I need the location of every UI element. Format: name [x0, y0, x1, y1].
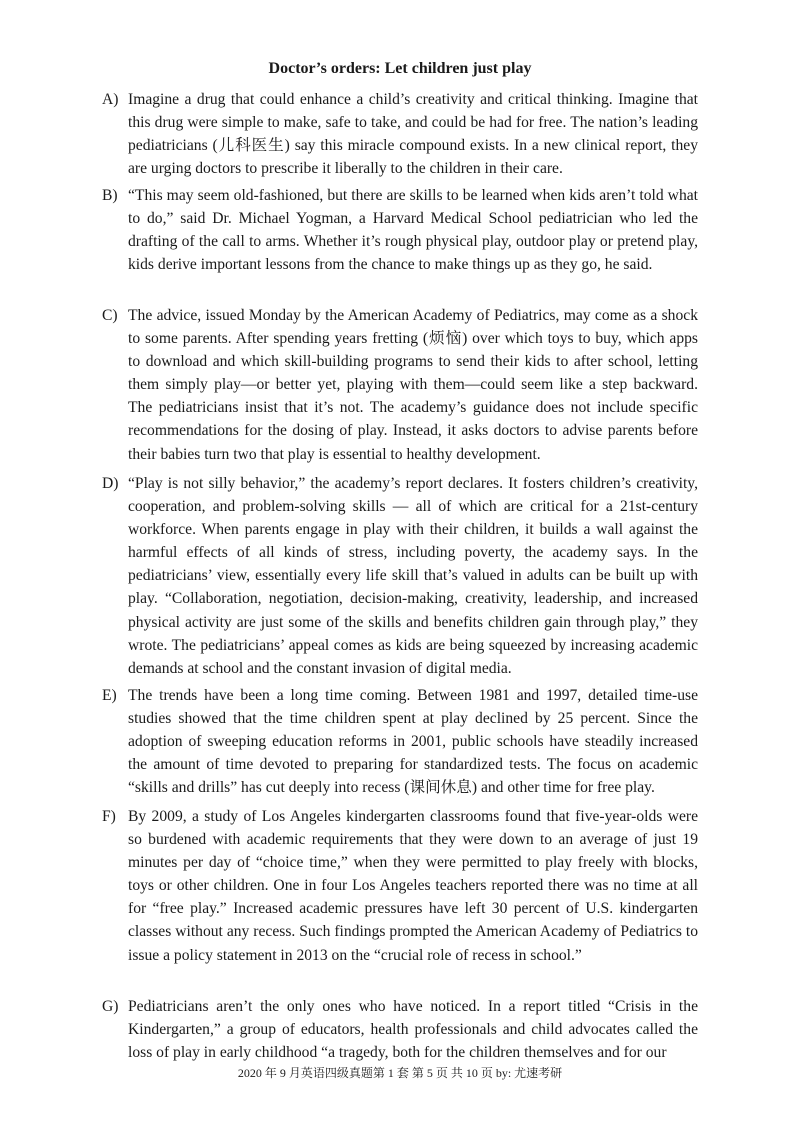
page-footer: 2020 年 9 月英语四级真题第 1 套 第 5 页 共 10 页 by: 尤速考研 — [237, 1066, 563, 1080]
paragraph-label: C) — [102, 307, 118, 324]
paragraph-text: “This may seem old-fashioned, but there are skills to be learned when kids aren’t told what to do,” said Dr. Michael Yogman, a Harvard Medical School pediatrician who led the drafting of the call to arms. Whether it’s rough physical play, outdoor play or pretend play, kids derive important lessons from the chance to make things up as they go, he said. — [128, 187, 698, 274]
paragraph-text: The advice, issued Monday by the American Academy of Pediatrics, may come as a shock to some parents. After spending years fretting (烦恼) over which toys to buy, which apps to download and which skill-building programs to send their kids to after school, letting them simply play—or better yet, playing with them—could seem like a step backward. The pediatricians insist that it’s not. The academy’s guidance does not include specific recommendations for the dosing of play. Instead, it asks doctors to advise parents before their babies turn two that play is essential to healthy development. — [128, 307, 698, 463]
paragraph-c — [102, 304, 698, 466]
paragraph-text: Imagine a drug that could enhance a child’s creativity and critical thinking. Imagine that this drug were simple to make, safe to take, and could be had for free. The nation’s leading pediatricians (儿科医生) say this miracle compound exists. In a new clinical report, they are urging doctors to prescribe it liberally to the children in their care. — [128, 91, 698, 178]
paragraph-text: “Play is not silly behavior,” the academy’s report declares. It fosters children’s creativity, cooperation, and problem-solving skills — all of which are critical for a 21st-century workforce. When parents engage in play with their children, it builds a wall against the harmful effects of all kinds of stress, including poverty, the academy says. In the pediatricians’ view, essentially every life skill that’s valued in adults can be built up with play. “Collaboration, negotiation, decision-making, creativity, leadership, and increased physical activity are just some of the skills and benefits children gain through play,” they wrote. The pediatricians’ appeal comes as kids are being squeezed by increasing academic demands at school and the constant invasion of digital media. — [128, 475, 698, 677]
paragraph-text: Pediatricians aren’t the only ones who have noticed. In a report titled “Crisis in the Kindergarten,” a group of educators, health professionals and child advocates called the loss of play in early childhood “a tragedy, both for the children themselves and for our — [128, 998, 698, 1062]
paragraph-e — [102, 684, 698, 799]
paragraph-g — [102, 995, 698, 1064]
paragraph-a — [102, 88, 698, 180]
paragraph-label: G) — [102, 998, 119, 1015]
paragraph-f — [102, 805, 698, 967]
paragraph-label: E) — [102, 687, 117, 704]
paragraph-label: F) — [102, 808, 116, 825]
paragraph-text: The trends have been a long time coming. Between 1981 and 1997, detailed time-use studies showed that the time children spent at play declined by 25 percent. Since the adoption of sweeping education reforms in 2001, public schools have steadily increased the amount of time devoted to preparing for standardized tests. The focus on academic “skills and drills” has cut deeply into recess (课间休息) and other time for free play. — [128, 687, 698, 797]
article-title: Doctor’s orders: Let children just play — [268, 60, 532, 77]
paragraph-text: By 2009, a study of Los Angeles kindergarten classrooms found that five-year-olds were so burdened with academic requirements that they were down to an average of just 19 minutes per day of “choice time,” when they were permitted to play freely with blocks, toys or other children. One in four Los Angeles teachers reported there was no time at all for “free play.” Increased academic pressures have left 30 percent of U.S. kindergarten classes without any recess. Such findings prompted the American Academy of Pediatrics to issue a policy statement in 2013 on the “crucial role of recess in school.” — [128, 808, 698, 964]
paragraph-d — [102, 472, 698, 680]
paragraph-label: B) — [102, 187, 118, 204]
paragraph-label: A) — [102, 91, 119, 108]
paragraph-label: D) — [102, 475, 119, 492]
paragraph-b — [102, 184, 698, 276]
